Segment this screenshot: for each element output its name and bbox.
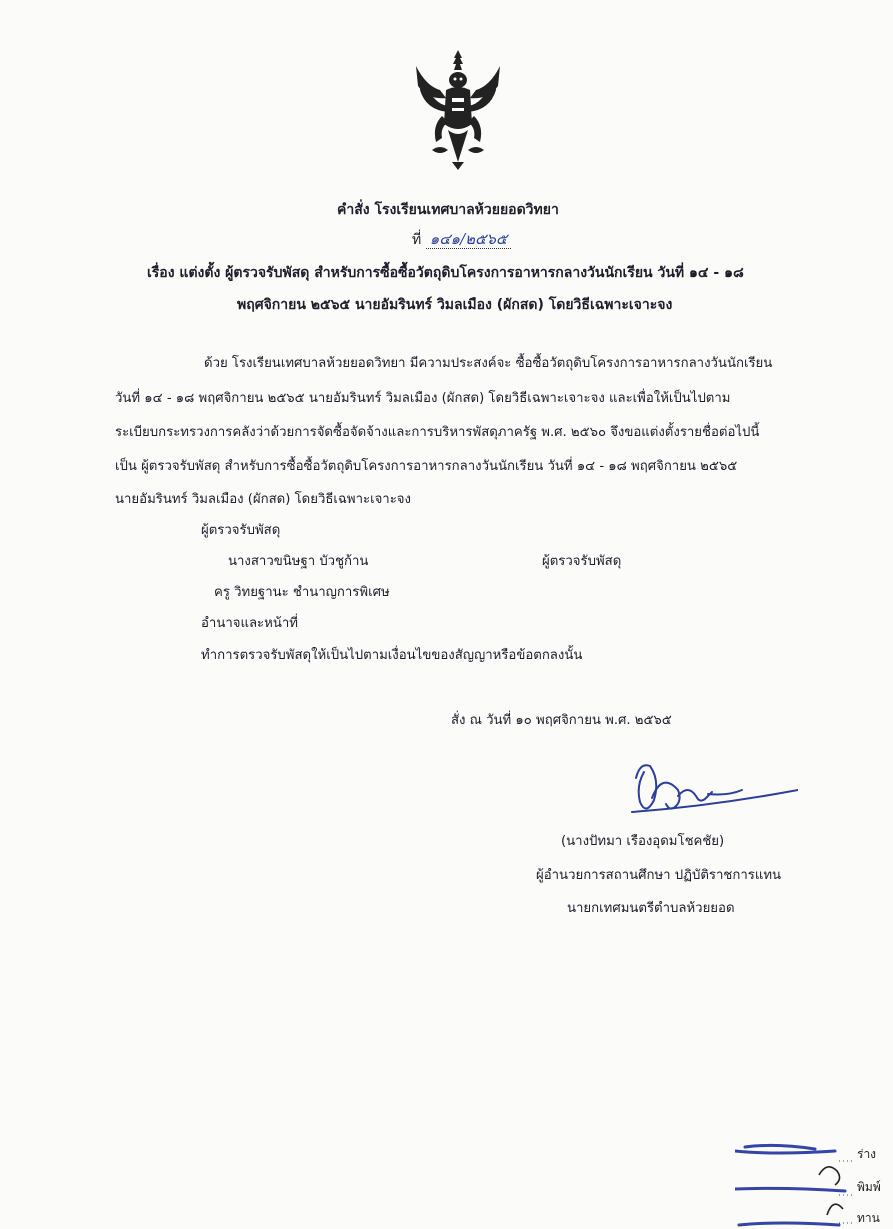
signatory-position-2: นายกเทศมนตรีตำบลห้วยยอด	[567, 901, 735, 916]
member-name: นางสาวขนิษฐา บัวชูก้าน	[228, 554, 369, 569]
member-role: ผู้ตรวจรับพัสดุ	[542, 554, 622, 569]
committee-heading: ผู้ตรวจรับพัสดุ	[201, 523, 281, 538]
signatory-position-1: ผู้อำนวยการสถานศึกษา ปฏิบัติราชการแทน	[536, 868, 782, 883]
stamp-type-label: พิมพ์	[857, 1180, 881, 1194]
duty-heading: อำนาจและหน้าที่	[201, 616, 298, 631]
order-number-value: ๑๔๑/๒๕๖๕	[426, 230, 512, 249]
order-number-row	[412, 227, 511, 251]
body-line-1: ด้วย โรงเรียนเทศบาลห้วยยอดวิทยา มีความประสงค์จะ ซื้อซื้อวัตถุดิบโครงการอาหารกลางวันนักเรียน	[204, 356, 773, 371]
subject-line-1: เรื่อง แต่งตั้ง ผู้ตรวจรับพัสดุ สำหรับการซื้อซื้อวัตถุดิบโครงการอาหารกลางวันนักเรียน วันที่ ๑๔ - ๑๘	[147, 265, 744, 281]
order-date: สั่ง ณ วันที่ ๑๐ พฤศจิกายน พ.ศ. ๒๕๖๕	[451, 713, 672, 728]
signatory-name: (นางปัทมา เรืองอุดมโชคชัย)	[561, 834, 725, 849]
member-position: ครู วิทยฐานะ ชำนาญการพิเศษ	[214, 585, 390, 600]
stamp-review-label: ทาน	[857, 1211, 880, 1225]
subject-line-2: พฤศจิกายน ๒๕๖๕ นายอัมรินทร์ วิมลเมือง (ผักสด) โดยวิธีเฉพาะเจาะจง	[237, 297, 673, 313]
garuda-emblem	[412, 46, 504, 172]
order-title: คำสั่ง โรงเรียนเทศบาลห้วยยอดวิทยา	[337, 202, 559, 218]
order-number-label: ที่	[412, 232, 422, 248]
stamp-draft-label: ร่าง	[857, 1147, 877, 1161]
duty-text: ทำการตรวจรับพัสดุให้เป็นไปตามเงื่อนไขของสัญญาหรือข้อตกลงนั้น	[201, 648, 583, 663]
body-line-4: เป็น ผู้ตรวจรับพัสดุ สำหรับการซื้อซื้อวัตถุดิบโครงการอาหารกลางวันนักเรียน วันที่ ๑๔ - ๑๘ พฤศจิกายน ๒๕๖๕	[115, 459, 738, 474]
body-line-2: วันที่ ๑๔ - ๑๘ พฤศจิกายน ๒๕๖๕ นายอัมรินทร์ วิมลเมือง (ผักสด) โดยวิธีเฉพาะเจาะจง และเพื่อให้เป็นไปตาม	[115, 391, 731, 406]
body-line-3: ระเบียบกระทรวงการคลังว่าด้วยการจัดซื้อจัดจ้างและการบริหารพัสดุภาครัฐ พ.ศ. ๒๕๖๐ จึงขอแต่งตั้งรายชื่อต่อไปนี้	[115, 425, 760, 440]
body-line-5: นายอัมรินทร์ วิมลเมือง (ผักสด) โดยวิธีเฉพาะเจาะจง	[115, 492, 411, 507]
handwritten-signature	[622, 758, 798, 828]
